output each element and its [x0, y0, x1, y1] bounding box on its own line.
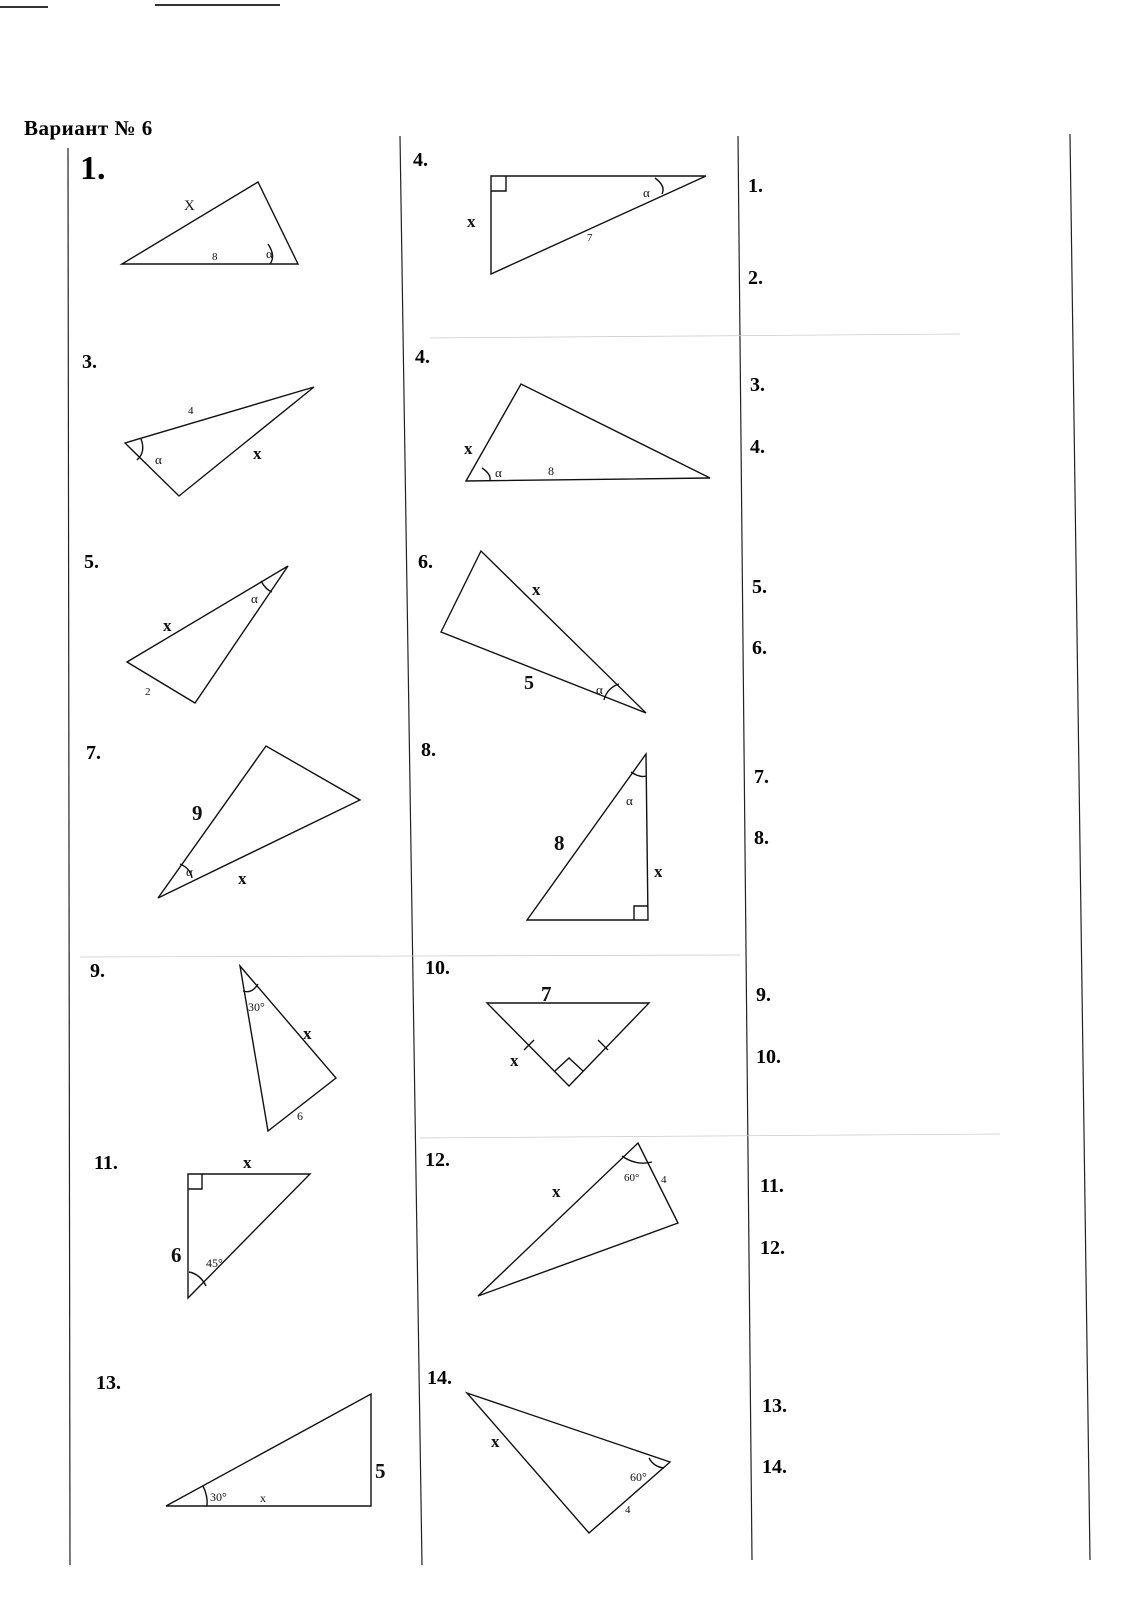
- answer-label-12: 12.: [760, 1237, 785, 1259]
- triangle-6-side-x: x: [532, 580, 541, 599]
- triangle-1-side-8: 8: [212, 251, 218, 263]
- problem-number-9: 9.: [90, 960, 105, 982]
- triangle-1-angle: α: [266, 246, 273, 261]
- triangle-6-angle: α: [596, 682, 603, 697]
- triangle-12-hyp-x: x: [552, 1182, 561, 1201]
- triangle-8-hyp-8: 8: [554, 831, 565, 855]
- variant-title: Вариант № 6: [24, 116, 153, 140]
- triangle-7-side-9: 9: [192, 801, 203, 825]
- problem-number-11: 11.: [94, 1152, 118, 1174]
- triangle-3-side-x: x: [253, 444, 262, 463]
- answer-label-3: 3.: [750, 374, 765, 396]
- triangle-4b-side-8: 8: [548, 464, 554, 478]
- triangle-11-left-6: 6: [171, 1243, 182, 1267]
- triangle-13-angle: 30°: [210, 1490, 227, 1504]
- triangle-4a-leg-x: x: [467, 212, 476, 231]
- problem-number-4a: 4.: [413, 149, 428, 171]
- problem-number-7: 7.: [86, 742, 101, 764]
- answer-label-1: 1.: [748, 175, 763, 197]
- triangle-13-base-x: x: [260, 1491, 266, 1505]
- triangle-4a-angle: α: [643, 185, 650, 200]
- triangle-9-side-6: 6: [297, 1109, 303, 1123]
- triangle-11-top-x: x: [243, 1153, 252, 1172]
- triangle-9-angle: 30°: [248, 1000, 265, 1014]
- triangle-4b-angle: α: [495, 465, 502, 480]
- problem-number-8: 8.: [421, 739, 436, 761]
- problem-number-6: 6.: [418, 551, 433, 573]
- triangle-12-angle: 60°: [624, 1172, 640, 1184]
- problem-number-13: 13.: [96, 1372, 121, 1394]
- triangle-4a-hyp-7: 7: [587, 232, 593, 244]
- triangle-7-angle: α: [186, 864, 193, 879]
- answer-label-5: 5.: [752, 576, 767, 598]
- triangle-5-side-x: x: [163, 616, 172, 635]
- problem-number-3: 3.: [82, 351, 97, 373]
- triangle-14-side-x: x: [491, 1432, 500, 1451]
- triangle-12: [478, 1143, 678, 1296]
- answer-label-8: 8.: [754, 827, 769, 849]
- triangle-5: [127, 566, 288, 703]
- answer-label-2: 2.: [748, 267, 763, 289]
- triangle-14-angle: 60°: [630, 1470, 647, 1484]
- problem-number-5: 5.: [84, 551, 99, 573]
- triangle-1: [122, 182, 298, 264]
- problem-number-14: 14.: [427, 1367, 452, 1389]
- triangle-8-leg-x: x: [654, 862, 663, 881]
- problem-number-12: 12.: [425, 1149, 450, 1171]
- triangle-4b: [464, 384, 710, 481]
- problem-number-4b: 4.: [415, 346, 430, 368]
- triangle-8-angle: α: [626, 793, 633, 808]
- triangle-8: [527, 754, 663, 920]
- triangle-4b-side-x: x: [464, 439, 473, 458]
- triangle-11-angle: 45°: [206, 1256, 223, 1270]
- triangle-12-leg-4: 4: [661, 1174, 667, 1186]
- triangle-10: [487, 982, 649, 1086]
- triangle-6: [441, 551, 646, 713]
- triangle-3: [125, 387, 314, 496]
- triangle-5-side-2: 2: [145, 686, 151, 698]
- triangle-3-side-4: 4: [188, 405, 194, 417]
- triangle-7: [158, 746, 360, 898]
- answer-label-10: 10.: [756, 1046, 781, 1068]
- triangle-10-leg-x: x: [510, 1051, 519, 1070]
- answer-label-13: 13.: [762, 1395, 787, 1417]
- triangle-13-right-5: 5: [375, 1459, 386, 1483]
- triangle-11: [171, 1153, 310, 1298]
- triangle-6-side-5: 5: [524, 672, 534, 694]
- problem-number-10: 10.: [425, 957, 450, 979]
- answer-label-7: 7.: [754, 766, 769, 788]
- answer-label-6: 6.: [752, 637, 767, 659]
- triangle-9-side-x: x: [303, 1024, 312, 1043]
- triangle-1-side-x: X: [184, 198, 195, 214]
- triangle-9: [240, 966, 336, 1131]
- triangle-14-leg-4: 4: [625, 1504, 631, 1516]
- problem-number-1: 1.: [80, 150, 106, 187]
- answer-label-14: 14.: [762, 1456, 787, 1478]
- triangle-5-angle: α: [251, 591, 258, 606]
- triangle-7-side-x: x: [238, 869, 247, 888]
- answer-label-9: 9.: [756, 984, 771, 1006]
- triangle-13: [166, 1394, 386, 1506]
- triangle-3-angle: α: [155, 452, 162, 467]
- triangle-10-hyp-7: 7: [541, 982, 552, 1006]
- answer-label-4: 4.: [750, 436, 765, 458]
- triangle-14: [467, 1393, 670, 1533]
- triangle-4a: [467, 176, 706, 274]
- answer-label-11: 11.: [760, 1175, 784, 1197]
